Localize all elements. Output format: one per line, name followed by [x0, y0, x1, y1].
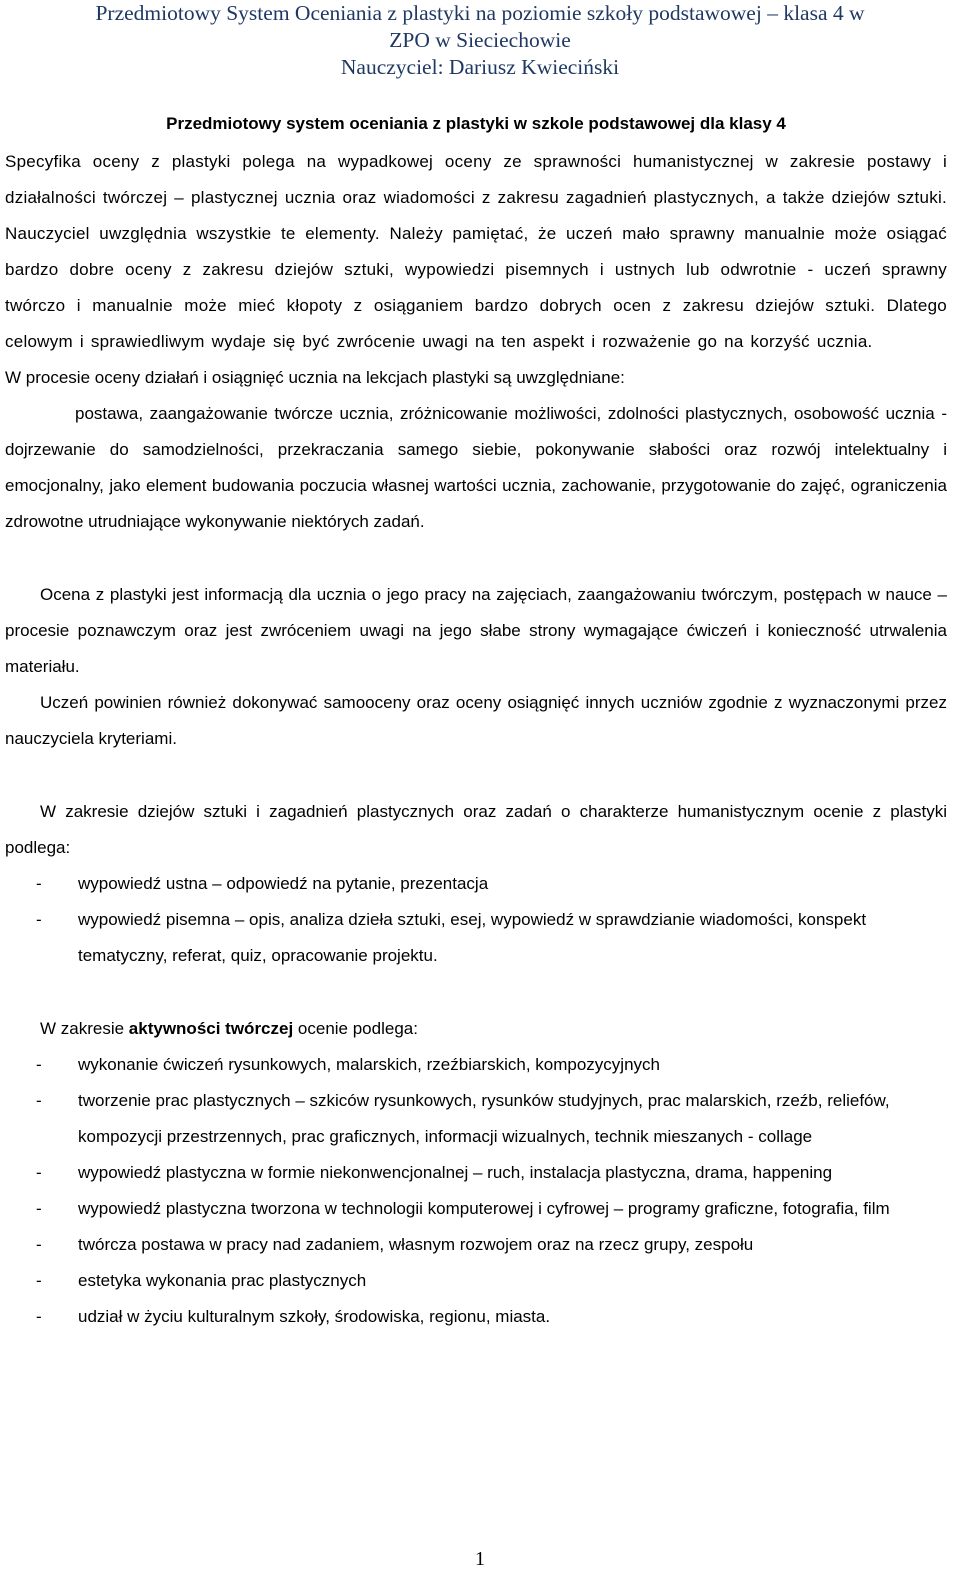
humanities-list [5, 866, 947, 974]
list-item: - udział w życiu kulturalnym szkoły, środowiska, regionu, miasta. [36, 1307, 551, 1326]
list-item-text: wypowiedź plastyczna tworzona w technologii komputerowej i cyfrowej – programy graficzne, fotografia, film [78, 1199, 890, 1218]
list-item: - estetyka wykonania prac plastycznych [36, 1271, 367, 1290]
list-item: - twórcza postawa w pracy nad zadaniem, własnym rozwojem oraz na rzecz grupy, zespołu [36, 1235, 754, 1254]
list-item: - wypowiedź plastyczna tworzona w technologii komputerowej i cyfrowej – programy graficzne, fotografia, film [36, 1199, 890, 1218]
criteria-paragraph: postawa, zaangażowanie twórcze ucznia, zróżnicowanie możliwości, zdolności plastycznych, osobowość ucznia - dojrzewanie do samodzielności, przekraczania samego siebie, pokonywanie słabości oraz rozwój intelektualny i emocjonalny, jako element budowania poczucia własnej wartości ucznia, zachowanie, przygotowanie do zajęć, ograniczenia zdrowotne utrudniające wykonywanie niektórych zadań. [5, 404, 947, 531]
list-item: - wypowiedź plastyczna w formie niekonwencjonalnej – ruch, instalacja plastyczna, drama, happening [36, 1163, 833, 1182]
list-item: - wypowiedź ustna – odpowiedź na pytanie, prezentacja [36, 874, 489, 893]
spacer [5, 757, 947, 794]
list-item-text: wypowiedź pisemna – opis, analiza dzieła sztuki, esej, wypowiedź w sprawdzianie wiadomości, konspekt tematyczny, referat, quiz, opracowanie projektu. [78, 910, 867, 965]
list-item-text: tworzenie prac plastycznych – szkiców rysunkowych, rysunków studyjnych, prac malarskich, rzeźb, reliefów, kompozycji przestrzennych, prac graficznych, informacji wizualnych, technik mieszanych - collage [78, 1091, 890, 1146]
page-header [0, 0, 960, 81]
spacer [5, 540, 947, 577]
document-title: Przedmiotowy system oceniania z plastyki w szkole podstawowej dla klasy 4 [166, 114, 786, 133]
header-line-2: ZPO w Sieciechowie [389, 28, 571, 52]
creative-intro: W zakresie aktywności twórczej ocenie podlega: [40, 1019, 418, 1038]
list-item: - tworzenie prac plastycznych – szkiców rysunkowych, rysunków studyjnych, prac malarskich, rzeźb, reliefów, kompozycji przestrzennych, prac graficznych, informacji wizualnych, technik mieszanych - collage [36, 1091, 890, 1146]
list-item: - wykonanie ćwiczeń rysunkowych, malarskich, rzeźbiarskich, kompozycyjnych [36, 1055, 660, 1074]
grade-info-paragraph: Ocena z plastyki jest informacją dla ucznia o jego pracy na zajęciach, zaangażowaniu twórczym, postępach w nauce – procesie poznawczym oraz jest zwróceniem uwagi na jego słabe strony wymagające ćwiczeń i konieczność utrwalenia materiału. [5, 585, 947, 676]
self-assessment-paragraph: Uczeń powinien również dokonywać samooceny oraz oceny osiągnięć innych uczniów zgodnie z wyznaczonymi przez nauczyciela kryteriami. [5, 693, 947, 748]
intro-paragraph: Specyfika oceny z plastyki polega na wypadkowej oceny ze sprawności humanistycznej w zakresie postawy i działalności twórczej – plastycznej ucznia oraz wiadomości z zakresu zagadnień plastycznych, a także dziejów sztuki. Nauczyciel uwzględnia wszystkie te elementy. Należy pamiętać, że uczeń mało sprawny manualnie może osiągać bardzo dobre oceny z zakresu dziejów sztuki, wypowiedzi pisemnych i ustnych lub odwrotnie - uczeń sprawny twórczo i manualnie może mieć kłopoty z osiąganiem bardzo dobrych ocen z zakresu dziejów sztuki. Dlatego celowym i sprawiedliwym wydaje się być zwrócenie uwagi na ten aspekt i rozważenie go na korzyść ucznia. [5, 152, 947, 351]
list-item-text: udział w życiu kulturalnym szkoły, środowiska, regionu, miasta. [78, 1307, 551, 1326]
document-body [5, 104, 947, 1335]
list-item-text: wypowiedź ustna – odpowiedź na pytanie, prezentacja [78, 874, 489, 893]
spacer [5, 974, 947, 1011]
list-item-text: twórcza postawa w pracy nad zadaniem, własnym rozwojem oraz na rzecz grupy, zespołu [78, 1235, 754, 1254]
header-line-3: Nauczyciel: Dariusz Kwieciński [340, 55, 620, 79]
header-line-1: Przedmiotowy System Oceniania z plastyki na poziomie szkoły podstawowej – klasa 4 w [95, 1, 865, 25]
creative-list [5, 1047, 947, 1335]
list-item-text: wykonanie ćwiczeń rysunkowych, malarskich, rzeźbiarskich, kompozycyjnych [78, 1055, 660, 1074]
list-item-text: estetyka wykonania prac plastycznych [78, 1271, 367, 1290]
list-item-text: wypowiedź plastyczna w formie niekonwencjonalnej – ruch, instalacja plastyczna, drama, happening [78, 1163, 833, 1182]
page-number: 1 [475, 1548, 485, 1570]
creative-intro-bold: aktywności twórczej [128, 1019, 294, 1038]
humanities-intro: W zakresie dziejów sztuki i zagadnień plastycznych oraz zadań o charakterze humanistycznym ocenie z plastyki podlega: [5, 802, 947, 857]
criteria-intro: W procesie oceny działań i osiągnięć ucznia na lekcjach plastyki są uwzględniane: [5, 368, 625, 387]
list-item: - wypowiedź pisemna – opis, analiza dzieła sztuki, esej, wypowiedź w sprawdzianie wiadomości, konspekt tematyczny, referat, quiz, opracowanie projektu. [36, 910, 867, 965]
